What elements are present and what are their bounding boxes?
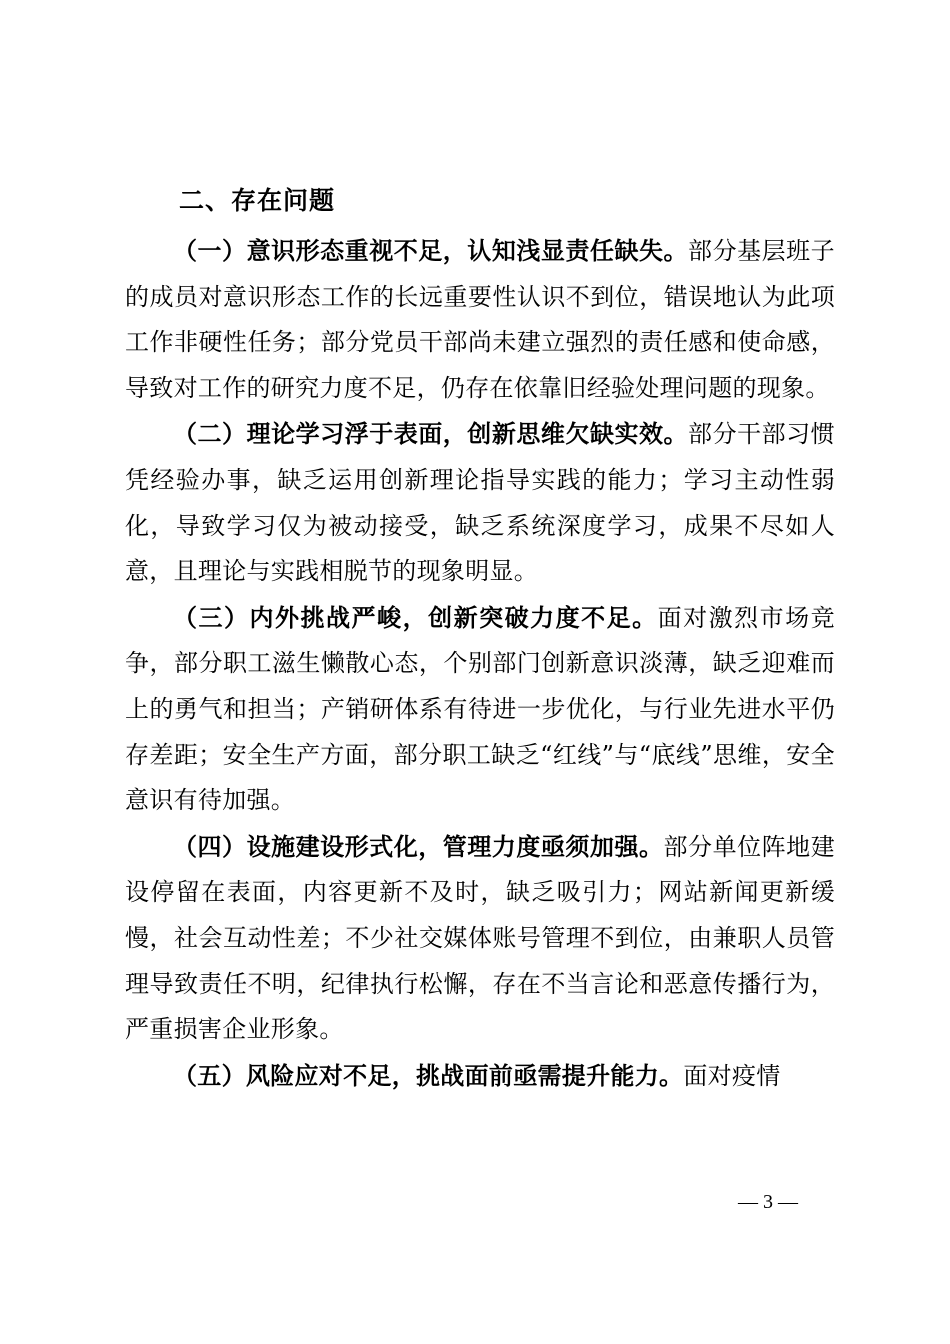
- paragraph-1: [125, 228, 835, 411]
- paragraph-3: [125, 595, 835, 824]
- paragraph-3-text: 面对激烈市场竞争，部分职工滋生懒散心态，个别部门创新意识淡薄，缺乏迎难而上的勇气和担当；产销研体系有待进一步优化，与行业先进水平仍存差距；安全生产方面，部分职工缺乏“红线”与“底线”思维，安全意识有待加强。: [125, 603, 835, 815]
- paragraph-2-text: 部分干部习惯凭经验办事，缺乏运用创新理论指导实践的能力；学习主动性弱化，导致学习仅为被动接受，缺乏系统深度学习，成果不尽如人意，且理论与实践相脱节的现象明显。: [125, 420, 835, 586]
- paragraph-2-lead: （二）理论学习浮于表面，创新思维欠缺实效。: [173, 419, 689, 449]
- paragraph-4-lead: （四）设施建设形式化，管理力度亟须加强。: [173, 831, 664, 861]
- body-text: [125, 228, 835, 1099]
- paragraph-5: [125, 1053, 835, 1100]
- section-heading: 二、存在问题: [179, 186, 336, 215]
- paragraph-2: [125, 411, 835, 594]
- paragraph-4-text: 部分单位阵地建设停留在表面，内容更新不及时，缺乏吸引力；网站新闻更新缓慢，社会互动性差；不少社交媒体账号管理不到位，由兼职人员管理导致责任不明，纪律执行松懈，存在不当言论和恶意传播行为，严重损害企业形象。: [125, 832, 835, 1044]
- paragraph-1-text: 部分基层班子的成员对意识形态工作的长远重要性认识不到位，错误地认为此项工作非硬性任务；部分党员干部尚未建立强烈的责任感和使命感，导致对工作的研究力度不足，仍存在依靠旧经验处理问题的现象。: [125, 237, 835, 402]
- paragraph-5-lead: （五）风险应对不足，挑战面前亟需提升能力。: [173, 1060, 684, 1090]
- paragraph-4: [125, 824, 835, 1053]
- paragraph-1-lead: （一）意识形态重视不足，认知浅显责任缺失。: [173, 236, 689, 265]
- page-number: — 3 —: [738, 1191, 798, 1213]
- paragraph-3-lead: （三）内外挑战严峻，创新突破力度不足。: [173, 602, 658, 632]
- paragraph-5-text: 面对疫情: [683, 1061, 781, 1090]
